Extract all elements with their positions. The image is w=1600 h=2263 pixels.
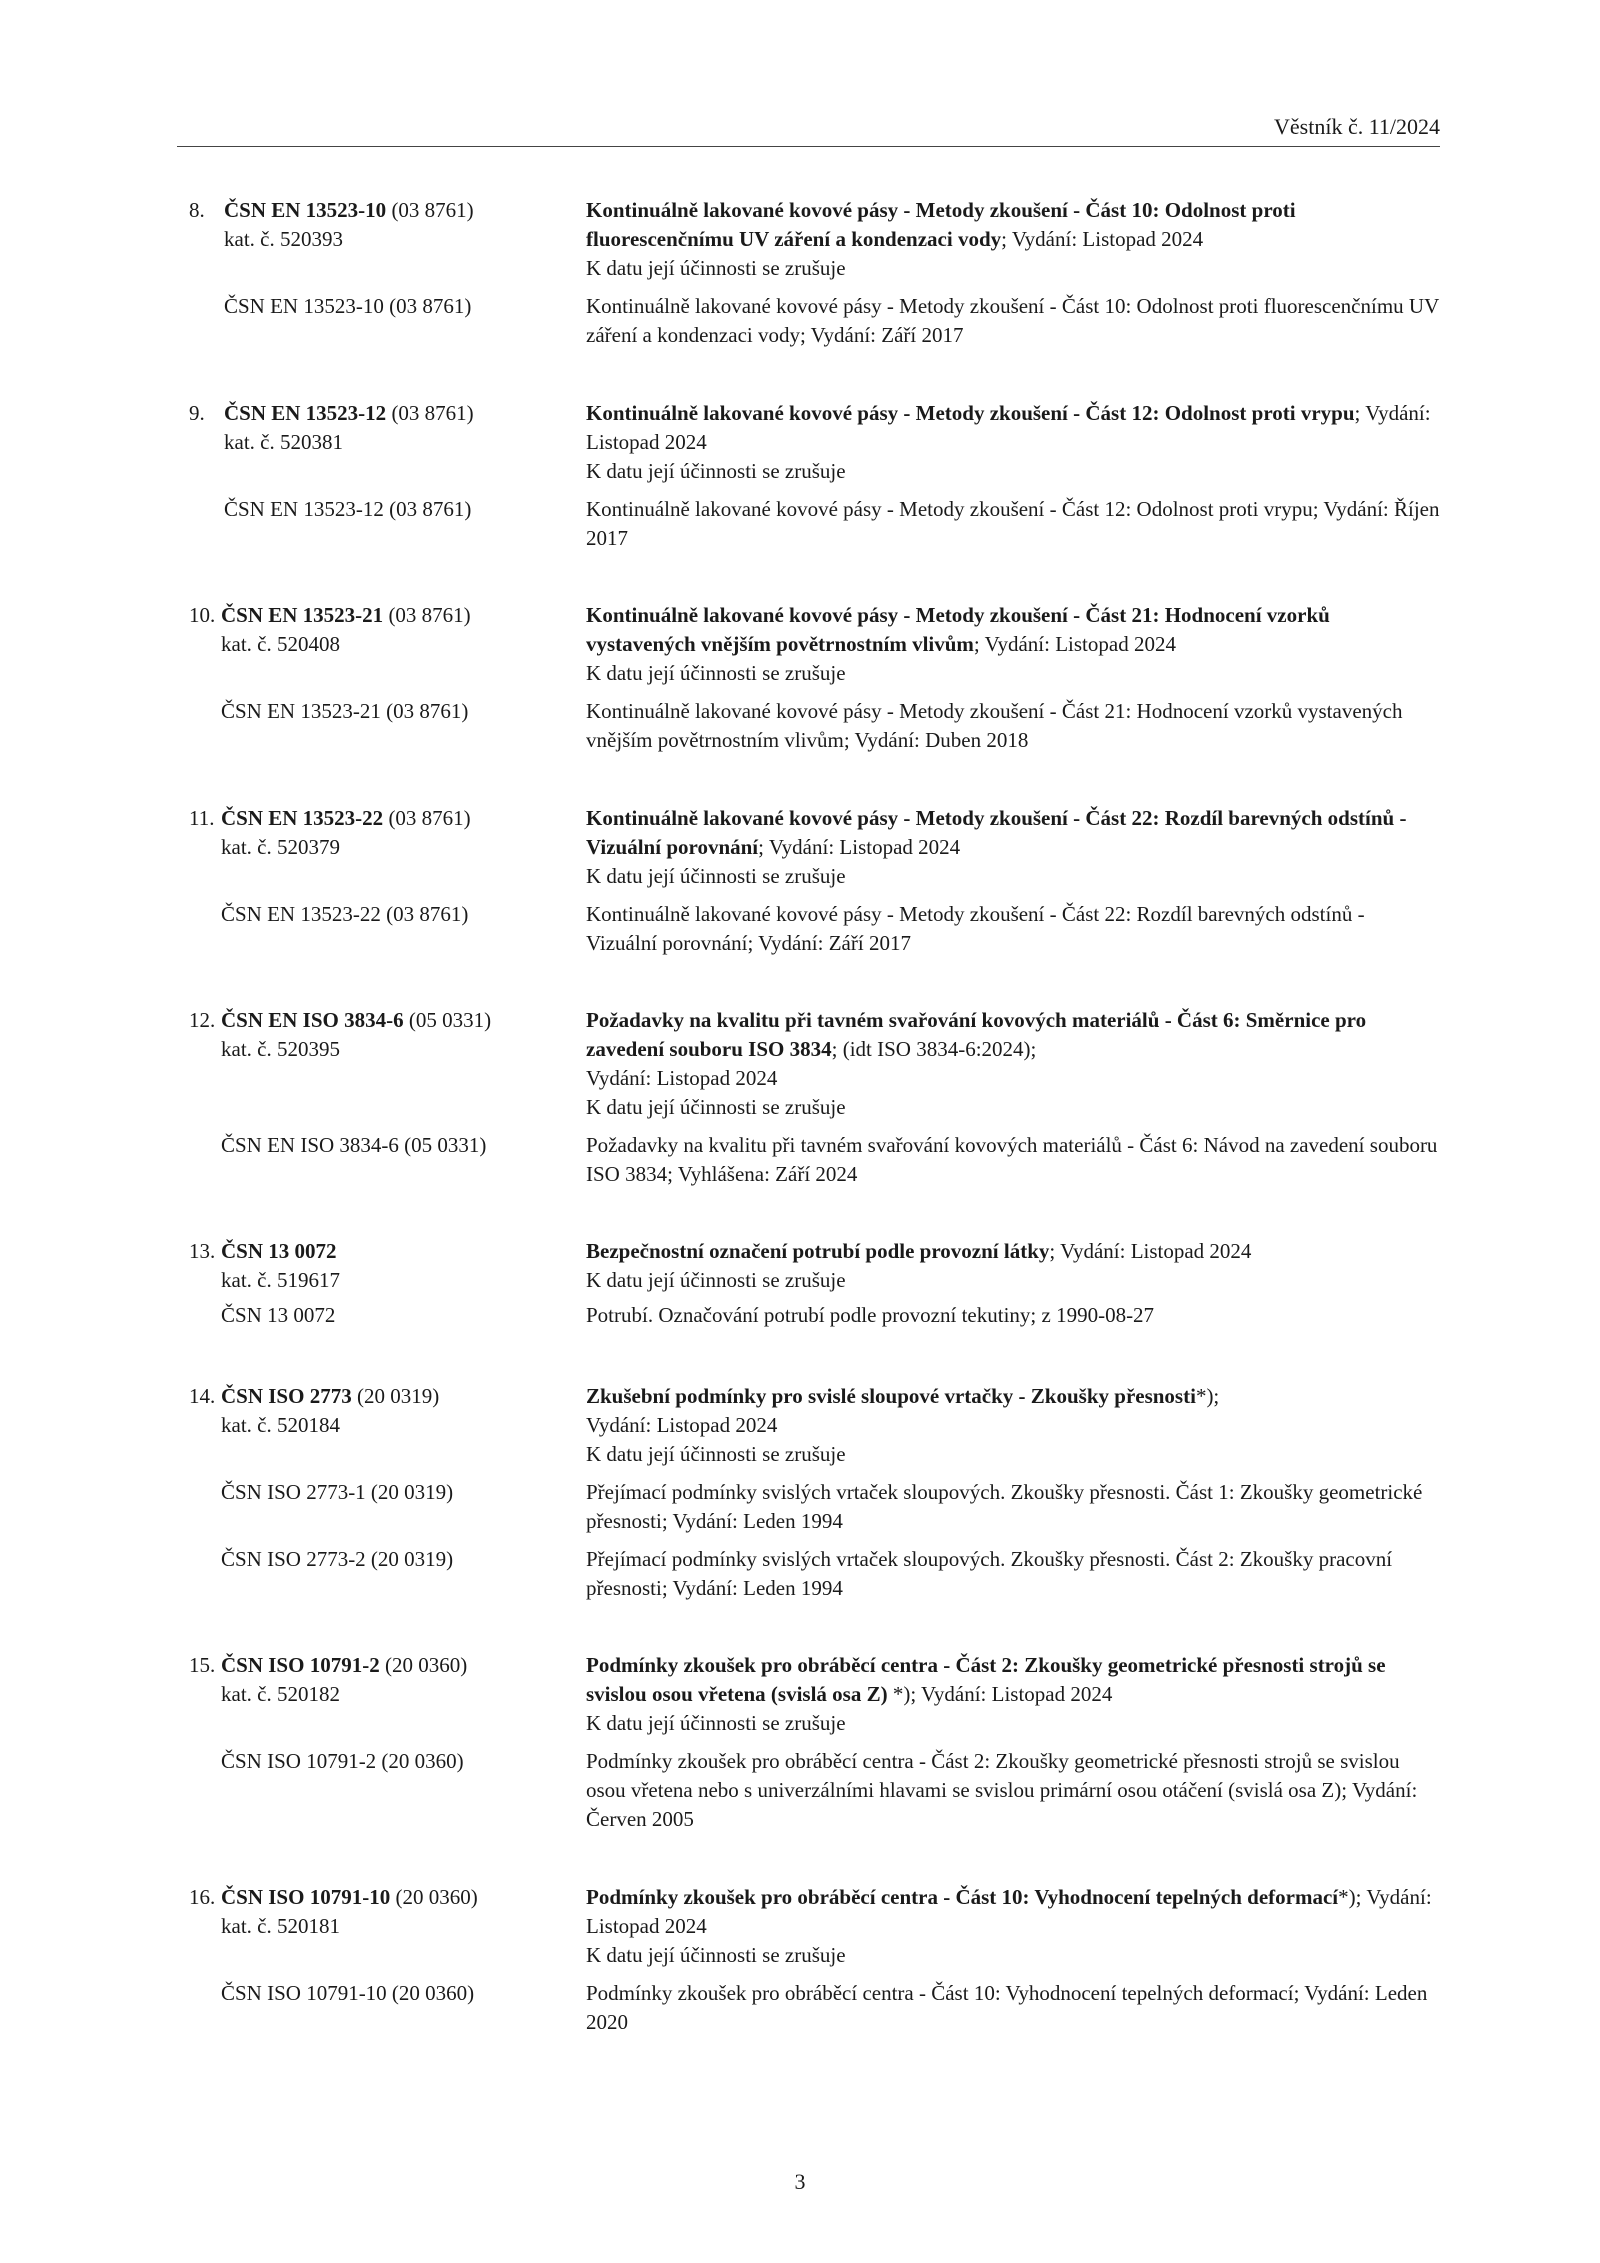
entry-repeal-note: K datu její účinnosti se zrušuje bbox=[586, 661, 846, 685]
entry-description bbox=[586, 1883, 1440, 1970]
replaced-text: Podmínky zkoušek pro obráběcí centra - Část 10: Vyhodnocení tepelných deformací; Vydání: Leden 2020 bbox=[586, 1981, 1428, 2034]
entry-title: Požadavky na kvalitu při tavném svařování kovových materiálů - Část 6: Směrnice pro zavedení souboru ISO 3834 bbox=[586, 1008, 1367, 1061]
replaced-standard bbox=[189, 1478, 1440, 1536]
entry-repeal-note: K datu její účinnosti se zrušuje bbox=[586, 459, 846, 483]
replaced-code: ČSN ISO 2773-1 (20 0319) bbox=[221, 1480, 454, 1504]
standard-entry bbox=[189, 1651, 1440, 1834]
standard-entry bbox=[189, 1382, 1440, 1603]
replaced-code: ČSN EN ISO 3834-6 (05 0331) bbox=[221, 1133, 487, 1157]
entry-class-number: (05 0331) bbox=[408, 1008, 492, 1032]
replaced-text: Kontinuálně lakované kovové pásy - Metody zkoušení - Část 22: Rozdíl barevných odstínů - Vizuální porovnání; Vydání: Září 2017 bbox=[586, 902, 1365, 955]
entry-id-column bbox=[189, 601, 579, 659]
entry-issue: ; Vydání: Listopad 2024 bbox=[586, 401, 1431, 454]
entry-title: Kontinuálně lakované kovové pásy - Metody zkoušení - Část 10: Odolnost proti fluorescenčnímu UV záření a kondenzaci vody bbox=[586, 198, 1296, 251]
entry-number: 16. bbox=[189, 1885, 216, 1909]
replaced-code: ČSN EN 13523-22 (03 8761) bbox=[221, 902, 469, 926]
entry-number: 14. bbox=[189, 1384, 216, 1408]
page-number: 3 bbox=[794, 2169, 806, 2194]
entry-description bbox=[586, 1382, 1440, 1469]
entry-title: Podmínky zkoušek pro obráběcí centra - Část 10: Vyhodnocení tepelných deformací bbox=[586, 1885, 1339, 1909]
entry-title: Podmínky zkoušek pro obráběcí centra - Část 2: Zkoušky geometrické přesnosti strojů se svislou osou vřetena (svislá osa Z) bbox=[586, 1653, 1386, 1706]
entry-repeal-note: K datu její účinnosti se zrušuje bbox=[586, 1711, 846, 1735]
entry-class-number: (03 8761) bbox=[388, 806, 471, 830]
entry-catalog-number: kat. č. 520182 bbox=[221, 1682, 340, 1706]
replaced-code: ČSN ISO 2773-2 (20 0319) bbox=[221, 1547, 454, 1571]
replaced-text: Podmínky zkoušek pro obráběcí centra - Část 2: Zkoušky geometrické přesnosti strojů se svislou osou vřetena nebo s univerzálními hlavami se svislou primární osou otáčení (svislá osa Z); Vydání: Červen 2005 bbox=[586, 1749, 1418, 1831]
entry-id-column bbox=[189, 196, 579, 254]
standard-entry bbox=[189, 1006, 1440, 1189]
entry-class-number: (20 0360) bbox=[395, 1885, 478, 1909]
standard-entry bbox=[189, 196, 1440, 350]
replaced-code: ČSN EN 13523-10 (03 8761) bbox=[224, 294, 472, 318]
entry-main-row bbox=[189, 1382, 1440, 1469]
entry-footnote-mark: *); bbox=[1195, 1384, 1220, 1408]
entry-issue: Vydání: Listopad 2024 bbox=[586, 1066, 778, 1090]
replaced-text: Potrubí. Označování potrubí podle provozní tekutiny; z 1990-08-27 bbox=[586, 1303, 1155, 1327]
entry-title: Zkušební podmínky pro svislé sloupové vrtačky - Zkoušky přesnosti bbox=[586, 1384, 1196, 1408]
entry-code: ČSN 13 0072 bbox=[221, 1239, 337, 1263]
entry-main-row bbox=[189, 1006, 1440, 1122]
header-rule bbox=[177, 146, 1440, 147]
entry-id-column bbox=[189, 1651, 579, 1709]
standard-entry bbox=[189, 804, 1440, 958]
entry-catalog-number: kat. č. 520181 bbox=[221, 1914, 340, 1938]
entry-repeal-note: K datu její účinnosti se zrušuje bbox=[586, 864, 846, 888]
entry-main-row bbox=[189, 601, 1440, 688]
entry-class-number: (03 8761) bbox=[391, 401, 474, 425]
replaced-standard bbox=[189, 1131, 1440, 1189]
entry-code: ČSN EN 13523-12 bbox=[224, 401, 387, 425]
entry-class-number: (20 0319) bbox=[356, 1384, 440, 1408]
replaced-code: ČSN ISO 10791-2 (20 0360) bbox=[221, 1749, 464, 1773]
entry-number: 13. bbox=[189, 1239, 216, 1263]
entry-number: 15. bbox=[189, 1653, 216, 1677]
entry-repeal-note: K datu její účinnosti se zrušuje bbox=[586, 256, 846, 280]
entry-issue: ; Vydání: Listopad 2024 bbox=[1001, 227, 1204, 251]
entry-id-column bbox=[189, 399, 579, 457]
entry-issue: ; Vydání: Listopad 2024 bbox=[758, 835, 961, 859]
entry-issue: Vydání: Listopad 2024 bbox=[586, 1413, 778, 1437]
replaced-text: Kontinuálně lakované kovové pásy - Metody zkoušení - Část 10: Odolnost proti fluorescenčnímu UV záření a kondenzaci vody; Vydání: Září 2017 bbox=[586, 294, 1439, 347]
replaced-code: ČSN ISO 10791-10 (20 0360) bbox=[221, 1981, 475, 2005]
entry-class-number: (03 8761) bbox=[388, 603, 471, 627]
entry-title: Kontinuálně lakované kovové pásy - Metody zkoušení - Část 12: Odolnost proti vrypu bbox=[586, 401, 1355, 425]
entry-code: ČSN EN ISO 3834-6 bbox=[221, 1008, 404, 1032]
entry-code: ČSN EN 13523-22 bbox=[221, 806, 384, 830]
replaced-text: Požadavky na kvalitu při tavném svařování kovových materiálů - Část 6: Návod na zavedení souboru ISO 3834; Vyhlášena: Září 2024 bbox=[586, 1133, 1438, 1186]
entry-catalog-number: kat. č. 520393 bbox=[224, 227, 343, 251]
entry-class-number: (03 8761) bbox=[391, 198, 474, 222]
replaced-text: Kontinuálně lakované kovové pásy - Metody zkoušení - Část 12: Odolnost proti vrypu; Vydání: Říjen 2017 bbox=[586, 497, 1440, 550]
entry-main-row bbox=[189, 1883, 1440, 1970]
replaced-code: ČSN EN 13523-12 (03 8761) bbox=[224, 497, 472, 521]
entry-id-column bbox=[189, 1237, 579, 1295]
entry-number: 10. bbox=[189, 603, 216, 627]
replaced-standard bbox=[189, 495, 1440, 553]
entry-code: ČSN EN 13523-21 bbox=[221, 603, 384, 627]
entry-issue: *); Vydání: Listopad 2024 bbox=[887, 1682, 1113, 1706]
entry-main-row bbox=[189, 196, 1440, 283]
standard-entry bbox=[189, 399, 1440, 553]
replaced-standard bbox=[189, 697, 1440, 755]
entry-description bbox=[586, 1237, 1440, 1295]
standard-entry bbox=[189, 601, 1440, 755]
entry-number: 9. bbox=[189, 401, 205, 425]
entry-repeal-note: K datu její účinnosti se zrušuje bbox=[586, 1442, 846, 1466]
replaced-standard bbox=[189, 900, 1440, 958]
entry-id-column bbox=[189, 1382, 579, 1440]
entry-description bbox=[586, 1006, 1440, 1122]
entry-number: 8. bbox=[189, 198, 205, 222]
entry-id-column bbox=[189, 804, 579, 862]
entry-number: 12. bbox=[189, 1008, 216, 1032]
entry-standard-reference: ; (idt ISO 3834-6:2024); bbox=[831, 1037, 1037, 1061]
entry-code: ČSN ISO 10791-2 bbox=[221, 1653, 380, 1677]
replaced-text: Přejímací podmínky svislých vrtaček sloupových. Zkoušky přesnosti. Část 1: Zkoušky geometrické přesnosti; Vydání: Leden 1994 bbox=[586, 1480, 1423, 1533]
entry-code: ČSN ISO 2773 bbox=[221, 1384, 352, 1408]
replaced-standard bbox=[189, 292, 1440, 350]
entry-catalog-number: kat. č. 520395 bbox=[221, 1037, 340, 1061]
entry-issue: ; Vydání: Listopad 2024 bbox=[1049, 1239, 1252, 1263]
page-header-title: Věstník č. 11/2024 bbox=[1274, 114, 1440, 139]
entry-main-row bbox=[189, 1651, 1440, 1738]
replaced-standard bbox=[189, 1979, 1440, 2037]
replaced-code: ČSN 13 0072 bbox=[221, 1303, 336, 1327]
replaced-text: Přejímací podmínky svislých vrtaček sloupových. Zkoušky přesnosti. Část 2: Zkoušky pracovní přesnosti; Vydání: Leden 1994 bbox=[586, 1547, 1393, 1600]
standard-entry bbox=[189, 1883, 1440, 2037]
entry-title: Bezpečnostní označení potrubí podle provozní látky bbox=[586, 1239, 1050, 1263]
replaced-standard bbox=[189, 1545, 1440, 1603]
replaced-standard bbox=[189, 1747, 1440, 1834]
entry-catalog-number: kat. č. 519617 bbox=[221, 1268, 340, 1292]
entry-description bbox=[586, 601, 1440, 688]
entry-catalog-number: kat. č. 520408 bbox=[221, 632, 340, 656]
entry-repeal-note: K datu její účinnosti se zrušuje bbox=[586, 1943, 846, 1967]
entry-id-column bbox=[189, 1883, 579, 1941]
entry-main-row bbox=[189, 1237, 1440, 1295]
standard-entry bbox=[189, 1237, 1440, 1330]
entry-title: Kontinuálně lakované kovové pásy - Metody zkoušení - Část 21: Hodnocení vzorků vystavených vnějším povětrnostním vlivům bbox=[586, 603, 1330, 656]
entry-description bbox=[586, 399, 1440, 486]
entry-repeal-note: K datu její účinnosti se zrušuje bbox=[586, 1095, 846, 1119]
entry-number: 11. bbox=[189, 806, 215, 830]
replaced-standard bbox=[189, 1301, 1440, 1330]
entry-description bbox=[586, 196, 1440, 283]
entry-class-number: (20 0360) bbox=[384, 1653, 468, 1677]
entry-issue: ; Vydání: Listopad 2024 bbox=[973, 632, 1176, 656]
entry-description bbox=[586, 1651, 1440, 1738]
entry-code: ČSN EN 13523-10 bbox=[224, 198, 387, 222]
replaced-text: Kontinuálně lakované kovové pásy - Metody zkoušení - Část 21: Hodnocení vzorků vystavených vnějším povětrnostním vlivům; Vydání: Duben 2018 bbox=[586, 699, 1403, 752]
entry-catalog-number: kat. č. 520379 bbox=[221, 835, 340, 859]
entry-issue: *); Vydání: Listopad 2024 bbox=[586, 1885, 1432, 1938]
entry-catalog-number: kat. č. 520381 bbox=[224, 430, 343, 454]
replaced-code: ČSN EN 13523-21 (03 8761) bbox=[221, 699, 469, 723]
entry-repeal-note: K datu její účinnosti se zrušuje bbox=[586, 1268, 846, 1292]
entry-title: Kontinuálně lakované kovové pásy - Metody zkoušení - Část 22: Rozdíl barevných odstínů - Vizuální porovnání bbox=[586, 806, 1407, 859]
entry-description bbox=[586, 804, 1440, 891]
entry-code: ČSN ISO 10791-10 bbox=[221, 1885, 391, 1909]
entry-main-row bbox=[189, 804, 1440, 891]
entry-main-row bbox=[189, 399, 1440, 486]
entry-catalog-number: kat. č. 520184 bbox=[221, 1413, 340, 1437]
entry-id-column bbox=[189, 1006, 579, 1064]
